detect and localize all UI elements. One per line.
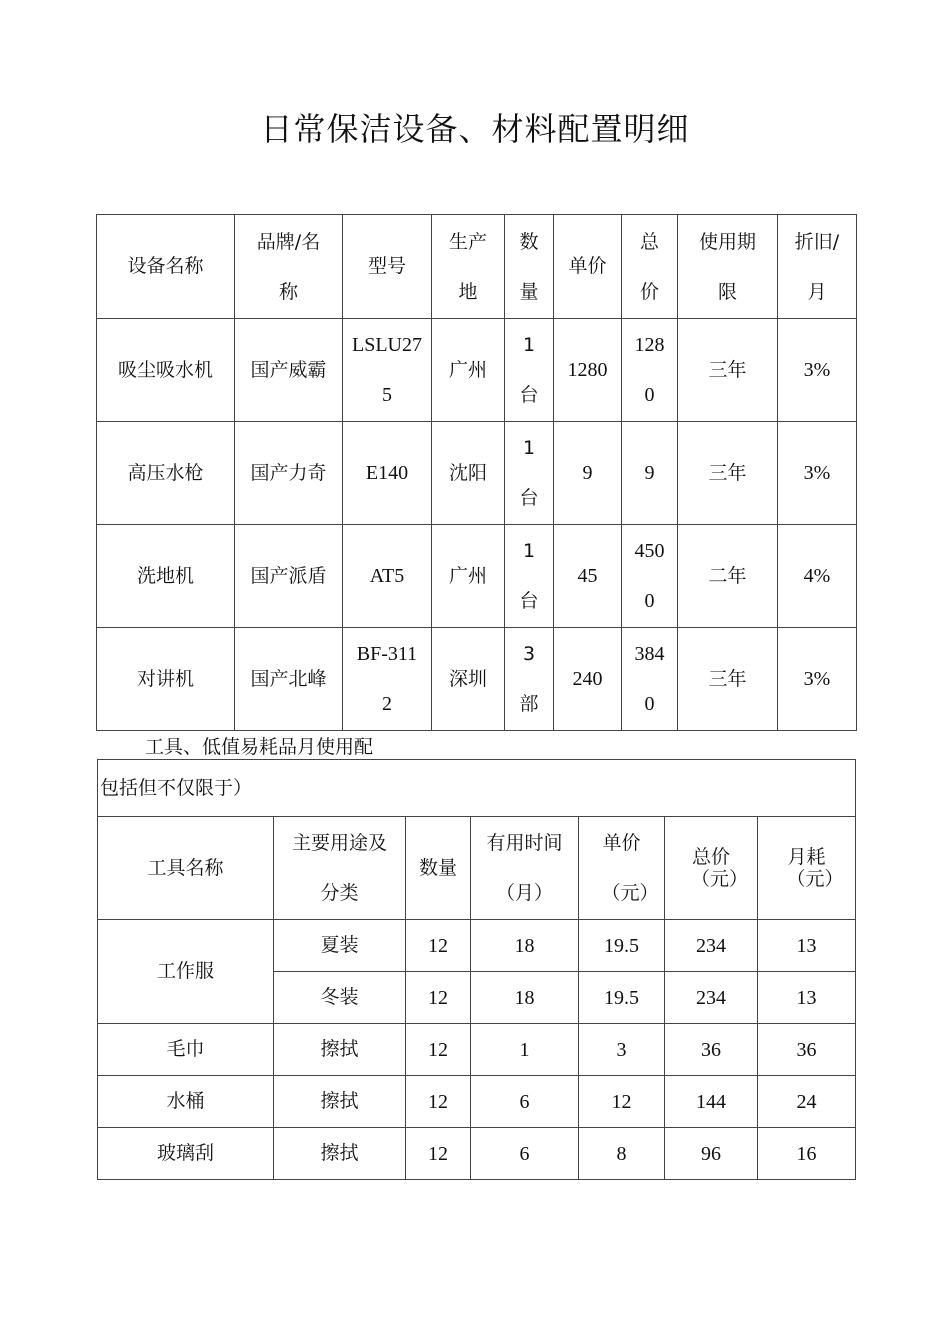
tool-use: 夏装 bbox=[274, 920, 406, 972]
header-cell: 生产地 bbox=[432, 215, 505, 319]
tool-qty: 12 bbox=[406, 1128, 471, 1180]
tool-total: 234 bbox=[665, 972, 758, 1024]
equipment-total: 3840 bbox=[622, 628, 678, 731]
header-cell: 单价（元） bbox=[579, 817, 665, 920]
header-cell: 单价 bbox=[554, 215, 622, 319]
equipment-origin: 深圳 bbox=[432, 628, 505, 731]
equipment-name: 高压水枪 bbox=[97, 422, 235, 525]
tool-monthly: 16 bbox=[758, 1128, 856, 1180]
tool-use: 擦拭 bbox=[274, 1024, 406, 1076]
tool-total: 96 bbox=[665, 1128, 758, 1180]
header-cell: 品牌/名称 bbox=[235, 215, 343, 319]
equipment-unit-price: 240 bbox=[554, 628, 622, 731]
tool-qty: 12 bbox=[406, 1076, 471, 1128]
table-row bbox=[98, 920, 856, 972]
header-cell: 使用期限 bbox=[678, 215, 778, 319]
tool-total: 144 bbox=[665, 1076, 758, 1128]
equipment-period: 三年 bbox=[678, 319, 778, 422]
tool-name: 玻璃刮 bbox=[98, 1128, 274, 1180]
equipment-table bbox=[96, 214, 857, 731]
tool-unit-price: 19.5 bbox=[579, 972, 665, 1024]
tool-use: 擦拭 bbox=[274, 1128, 406, 1180]
equipment-qty: 3部 bbox=[505, 628, 554, 731]
equipment-depreciation: 3% bbox=[778, 422, 857, 525]
tool-name: 毛巾 bbox=[98, 1024, 274, 1076]
header-cell: 型号 bbox=[343, 215, 432, 319]
equipment-unit-price: 9 bbox=[554, 422, 622, 525]
equipment-brand: 国产派盾 bbox=[235, 525, 343, 628]
equipment-qty: 1台 bbox=[505, 422, 554, 525]
header-cell: 主要用途及分类 bbox=[274, 817, 406, 920]
equipment-period: 三年 bbox=[678, 628, 778, 731]
equipment-origin: 沈阳 bbox=[432, 422, 505, 525]
equipment-name: 洗地机 bbox=[97, 525, 235, 628]
equipment-unit-price: 1280 bbox=[554, 319, 622, 422]
equipment-name: 吸尘吸水机 bbox=[97, 319, 235, 422]
tool-monthly: 24 bbox=[758, 1076, 856, 1128]
tools-table bbox=[97, 759, 856, 1180]
equipment-model: AT5 bbox=[343, 525, 432, 628]
tool-use: 擦拭 bbox=[274, 1076, 406, 1128]
tool-total: 36 bbox=[665, 1024, 758, 1076]
header-cell: 月耗（元） bbox=[758, 817, 856, 920]
tool-qty: 12 bbox=[406, 920, 471, 972]
tool-months: 18 bbox=[471, 972, 579, 1024]
equipment-model: E140 bbox=[343, 422, 432, 525]
table-row bbox=[97, 319, 857, 422]
tool-monthly: 36 bbox=[758, 1024, 856, 1076]
equipment-total: 9 bbox=[622, 422, 678, 525]
header-cell: 设备名称 bbox=[97, 215, 235, 319]
tool-unit-price: 3 bbox=[579, 1024, 665, 1076]
tool-use: 冬装 bbox=[274, 972, 406, 1024]
tool-qty: 12 bbox=[406, 972, 471, 1024]
equipment-unit-price: 45 bbox=[554, 525, 622, 628]
tools-caption: 工具、低值易耗品月使用配 bbox=[145, 736, 374, 758]
equipment-total: 4500 bbox=[622, 525, 678, 628]
table-row bbox=[98, 1076, 856, 1128]
equipment-model: BF-3112 bbox=[343, 628, 432, 731]
equipment-qty: 1台 bbox=[505, 525, 554, 628]
header-cell: 有用时间（月） bbox=[471, 817, 579, 920]
header-cell: 数量 bbox=[406, 817, 471, 920]
equipment-brand: 国产北峰 bbox=[235, 628, 343, 731]
equipment-origin: 广州 bbox=[432, 319, 505, 422]
header-cell: 工具名称 bbox=[98, 817, 274, 920]
tool-monthly: 13 bbox=[758, 920, 856, 972]
tools-table-note: 包括但不仅限于） bbox=[98, 760, 856, 817]
table-row bbox=[97, 525, 857, 628]
tool-name: 工作服 bbox=[98, 920, 274, 1024]
equipment-qty: 1台 bbox=[505, 319, 554, 422]
tool-total: 234 bbox=[665, 920, 758, 972]
page-title: 日常保洁设备、材料配置明细 bbox=[260, 110, 690, 148]
equipment-name: 对讲机 bbox=[97, 628, 235, 731]
equipment-depreciation: 3% bbox=[778, 628, 857, 731]
tool-qty: 12 bbox=[406, 1024, 471, 1076]
header-cell: 总价（元） bbox=[665, 817, 758, 920]
equipment-period: 二年 bbox=[678, 525, 778, 628]
equipment-total: 1280 bbox=[622, 319, 678, 422]
header-cell: 总价 bbox=[622, 215, 678, 319]
equipment-brand: 国产威霸 bbox=[235, 319, 343, 422]
table-row bbox=[98, 1024, 856, 1076]
header-cell: 折旧/月 bbox=[778, 215, 857, 319]
table-row bbox=[98, 1128, 856, 1180]
tool-months: 6 bbox=[471, 1128, 579, 1180]
tool-months: 1 bbox=[471, 1024, 579, 1076]
equipment-header-row bbox=[97, 215, 857, 319]
tool-months: 18 bbox=[471, 920, 579, 972]
equipment-depreciation: 4% bbox=[778, 525, 857, 628]
equipment-depreciation: 3% bbox=[778, 319, 857, 422]
tool-unit-price: 12 bbox=[579, 1076, 665, 1128]
tool-months: 6 bbox=[471, 1076, 579, 1128]
equipment-model: LSLU275 bbox=[343, 319, 432, 422]
equipment-period: 三年 bbox=[678, 422, 778, 525]
equipment-brand: 国产力奇 bbox=[235, 422, 343, 525]
tool-monthly: 13 bbox=[758, 972, 856, 1024]
tool-unit-price: 19.5 bbox=[579, 920, 665, 972]
table-row bbox=[97, 628, 857, 731]
header-cell: 数量 bbox=[505, 215, 554, 319]
table-row bbox=[97, 422, 857, 525]
tool-unit-price: 8 bbox=[579, 1128, 665, 1180]
tool-name: 水桶 bbox=[98, 1076, 274, 1128]
tools-header-row bbox=[98, 817, 856, 920]
equipment-origin: 广州 bbox=[432, 525, 505, 628]
